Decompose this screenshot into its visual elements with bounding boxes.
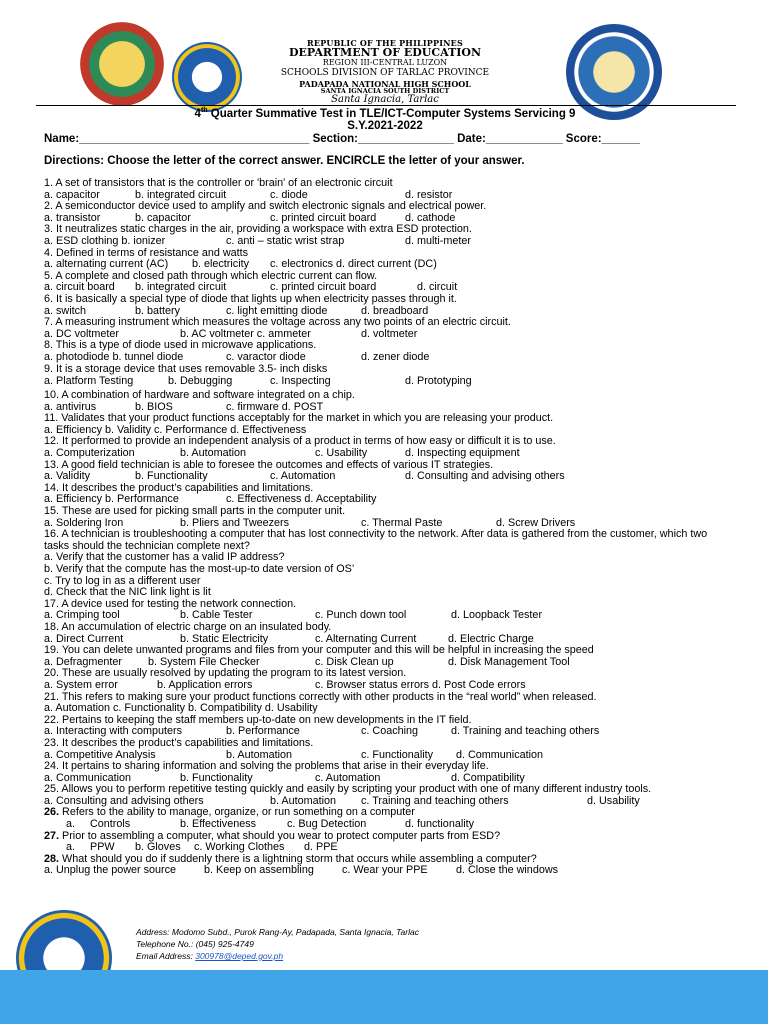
question-5: 5. A complete and closed path through which electric current can flow. [44, 269, 378, 282]
footer-email-link[interactable]: 300978@deped.gov.ph [195, 951, 284, 961]
school-year: S.Y.2021-2022 [347, 120, 423, 132]
option-27b[interactable]: b. Gloves [135, 841, 181, 854]
question-3: 3. It neutralizes static charges in the air, providing a workspace with extra ESD protection. [44, 223, 472, 236]
option-9b[interactable]: b. Debugging [168, 375, 233, 388]
option-3ab[interactable]: a. ESD clothing b. ionizer [44, 234, 166, 247]
question-10: 10. A combination of hardware and software integrated on a chip. [44, 389, 355, 402]
header-republic: REPUBLIC OF THE PHILIPPINES [307, 38, 463, 48]
option-23a[interactable]: a. Competitive Analysis [44, 748, 156, 761]
question-1: 1. A set of transistors that is the controller or 'brain' of an electronic circuit [44, 177, 393, 189]
header-school: PADAPADA NATIONAL HIGH SCHOOL [299, 79, 471, 89]
header-divider [36, 105, 736, 106]
option-4cd[interactable]: c. electronics d. direct current (DC) [270, 258, 437, 271]
option-17d[interactable]: d. Loopback Tester [451, 609, 543, 622]
option-8ab[interactable]: a. photodiode b. tunnel diode [44, 350, 184, 363]
question-list [44, 178, 734, 877]
option-16c[interactable]: c. Try to log in as a different user [44, 574, 201, 587]
question-21: 21. This refers to making sure your product functions correctly with other products in the “real world” when released. [44, 690, 597, 703]
question-24: 24. It pertains to sharing information and solving the problems that arise in their everyday life. [44, 760, 489, 773]
option-8d[interactable]: d. zener diode [361, 350, 430, 363]
option-13a[interactable]: a. Validity [44, 470, 91, 483]
option-25b[interactable]: b. Automation [270, 794, 337, 807]
options-9 [44, 375, 734, 388]
options-8 [44, 352, 734, 364]
option-9a[interactable]: a. Platform Testing [44, 375, 134, 388]
option-6c[interactable]: c. light emitting diode [226, 304, 328, 317]
student-info-line: Name:____________________________________ Section:_______________ Date:____________ Score:______ [44, 133, 640, 145]
option-26d[interactable]: d. functionality [405, 818, 475, 831]
question-7: 7. A measuring instrument which measures the voltage across any two points of an electric circuit. [44, 316, 511, 329]
option-17c[interactable]: c. Punch down tool [315, 609, 407, 622]
option-23b[interactable]: b. Automation [226, 748, 293, 761]
option-12b[interactable]: b. Automation [180, 447, 247, 460]
question-12: 12. It performed to provide an independent analysis of a product in terms of how easy or difficult it is to use. [44, 435, 556, 448]
option-27d[interactable]: d. PPE [304, 841, 338, 854]
option-25c[interactable]: c. Training and teaching others [361, 794, 509, 807]
question-13: 13. A good field technician is able to foresee the outcomes and effects of various IT strategies. [44, 458, 494, 471]
option-15a[interactable]: a. Soldering Iron [44, 516, 124, 529]
option-22a[interactable]: a. Interacting with computers [44, 725, 183, 738]
option-24c[interactable]: c. Automation [315, 771, 381, 784]
option-2c[interactable]: c. printed circuit board [270, 211, 377, 224]
directions: Directions: Choose the letter of the correct answer. ENCIRCLE the letter of your answer. [44, 155, 525, 167]
option-26b[interactable]: b. Effectiveness [180, 818, 257, 831]
question-22: 22. Pertains to keeping the staff members up-to-date on new developments in the IT field. [44, 713, 472, 726]
option-3d[interactable]: d. multi-meter [405, 234, 471, 247]
division-seal-logo [80, 22, 164, 106]
option-5a[interactable]: a. circuit board [44, 281, 115, 294]
footer-email-line: Email Address: 300978@deped.gov.ph [136, 951, 284, 961]
options-3 [44, 236, 734, 248]
option-9d[interactable]: d. Prototyping [405, 375, 472, 388]
option-6a[interactable]: a. switch [44, 304, 87, 317]
option-1a[interactable]: a. capacitor [44, 188, 100, 201]
options-20 [44, 680, 734, 692]
option-26c[interactable]: c. Bug Detection [287, 818, 367, 831]
option-4a[interactable]: a. alternating current (AC) [44, 258, 169, 271]
option-5d[interactable]: d. circuit [417, 281, 458, 294]
option-24b[interactable]: b. Functionality [180, 771, 253, 784]
option-4b[interactable]: b. electricity [192, 258, 249, 271]
option-23d[interactable]: d. Communication [456, 748, 544, 761]
footer-contact [136, 926, 419, 962]
option-14cd[interactable]: c. Effectiveness d. Acceptability [226, 493, 377, 506]
option-7a[interactable]: a. DC voltmeter [44, 327, 119, 340]
option-23c[interactable]: c. Functionality [361, 748, 434, 761]
option-18d[interactable]: d. Electric Charge [448, 632, 534, 645]
option-28b[interactable]: b. Keep on assembling [204, 864, 314, 877]
option-19b[interactable]: b. System File Checker [148, 655, 260, 668]
footer-telephone: Telephone No.: (045) 925-4749 [136, 939, 254, 949]
option-16b[interactable]: b. Verify that the compute has the most-up-to date version of OS’ [44, 563, 355, 575]
option-22d[interactable]: d. Training and teaching others [451, 725, 600, 738]
question-26: 26. Refers to the ability to manage, organize, or run something on a computer [44, 806, 415, 819]
option-19d[interactable]: d. Disk Management Tool [448, 655, 570, 668]
options-21 [44, 703, 734, 715]
option-18b[interactable]: b. Static Electricity [180, 632, 269, 645]
option-28c[interactable]: c. Wear your PPE [342, 864, 428, 877]
option-7bc[interactable]: b. AC voltmeter c. ammeter [180, 327, 311, 340]
option-27a-letter[interactable]: a. [66, 841, 76, 854]
option-5b[interactable]: b. integrated circuit [135, 281, 227, 294]
option-13c[interactable]: c. Automation [270, 470, 336, 483]
option-6d[interactable]: d. breadboard [361, 304, 429, 317]
option-1d[interactable]: d. resistor [405, 188, 453, 201]
option-22c[interactable]: c. Coaching [361, 725, 419, 738]
option-10a[interactable]: a. antivirus [44, 400, 97, 413]
option-25a[interactable]: a. Consulting and advising others [44, 794, 204, 807]
option-5c[interactable]: c. printed circuit board [270, 281, 377, 294]
option-19c[interactable]: c. Disk Clean up [315, 655, 394, 668]
question-11: 11. Validates that your product functions acceptably for the market in which you are releasing your product. [44, 412, 554, 425]
option-13d[interactable]: d. Consulting and advising others [405, 470, 565, 483]
option-15c[interactable]: c. Thermal Paste [361, 516, 443, 529]
option-2a[interactable]: a. transistor [44, 211, 101, 224]
question-14: 14. It describes the product’s capabilities and limitations. [44, 481, 314, 494]
option-14ab[interactable]: a. Efficiency b. Performance [44, 493, 179, 506]
header-department: DEPARTMENT OF EDUCATION [288, 46, 482, 59]
option-3c[interactable]: c. anti – static wrist strap [226, 234, 345, 247]
question-18: 18. An accumulation of electric charge on an insulated body. [44, 620, 332, 633]
question-20: 20. These are usually resolved by updating the program to its latest version. [44, 667, 407, 680]
option-26a-letter[interactable]: a. [66, 818, 76, 831]
options-4 [44, 259, 734, 271]
question-23: 23. It describes the product’s capabilities and limitations. [44, 736, 314, 749]
option-12a[interactable]: a. Computerization [44, 447, 135, 460]
header-town: Santa Ignacia, Tarlac [331, 94, 439, 105]
question-8: 8. This is a type of diode used in microwave applications. [44, 339, 317, 352]
option-24d[interactable]: d. Compatibility [451, 771, 525, 784]
question-27: 27. Prior to assembling a computer, what should you wear to protect computer parts from ESD? [44, 829, 501, 842]
option-12c[interactable]: c. Usability [315, 447, 368, 460]
option-8c[interactable]: c. varactor diode [226, 350, 306, 363]
option-28a[interactable]: a. Unplug the power source [44, 864, 177, 877]
option-10cd[interactable]: c. firmware d. POST [226, 400, 324, 413]
option-13b[interactable]: b. Functionality [135, 470, 208, 483]
option-17a[interactable]: a. Crimping tool [44, 609, 120, 622]
option-6b[interactable]: b. battery [135, 304, 181, 317]
option-27a[interactable]: PPW [90, 841, 115, 854]
option-18c[interactable]: c. Alternating Current [315, 632, 417, 645]
school-seal-logo [172, 42, 242, 112]
option-16d[interactable]: d. Check that the NIC link light is lit [44, 586, 211, 599]
option-9c[interactable]: c. Inspecting [270, 375, 331, 388]
option-28d[interactable]: d. Close the windows [456, 864, 559, 877]
option-2b[interactable]: b. capacitor [135, 211, 191, 224]
option-20a[interactable]: a. System error [44, 678, 118, 691]
test-title: 4th Quarter Summative Test in TLE/ICT-Computer Systems Servicing 9 [194, 107, 576, 120]
header-division: SCHOOLS DIVISION OF TARLAC PROVINCE [280, 68, 490, 78]
option-27c[interactable]: c. Working Clothes [194, 841, 285, 854]
option-25d[interactable]: d. Usability [587, 794, 640, 807]
option-11all[interactable]: a. Efficiency b. Validity c. Performance d. Effectiveness [44, 423, 307, 436]
option-20b[interactable]: b. Application errors [157, 678, 253, 691]
options-12 [44, 448, 734, 460]
footer-band [0, 970, 768, 1024]
question-6: 6. It is basically a special type of diode that lights up when electricity passes through it. [44, 292, 457, 305]
question-9: 9. It is a storage device that uses removable 3.5- inch disks [44, 362, 328, 375]
option-17b[interactable]: b. Cable Tester [180, 609, 253, 622]
option-12d[interactable]: d. Inspecting equipment [405, 447, 520, 460]
question-17: 17. A device used for testing the network connection. [44, 597, 297, 610]
question-25: 25. Allows you to perform repetitive testing quickly and easily by scripting your product with one of many different industry tools. [44, 783, 652, 796]
option-15d[interactable]: d. Screw Drivers [496, 516, 576, 529]
option-21all[interactable]: a. Automation c. Functionality b. Compatibility d. Usability [44, 702, 318, 715]
question-16: 16. A technician is troubleshooting a computer that has lost connectivity to the network. After data is gathered from the customer, which two tasks should the technician complete next? [44, 528, 708, 552]
option-7d[interactable]: d. voltmeter [361, 327, 418, 340]
question-2: 2. A semiconductor device used to amplify and switch electronic signals and electrical power. [44, 200, 487, 213]
question-19: 19. You can delete unwanted programs and files from your computer and this will be helpful in increasing the speed [44, 644, 594, 657]
options-28 [44, 865, 734, 877]
option-1b[interactable]: b. integrated circuit [135, 188, 227, 201]
option-1c[interactable]: c. diode [270, 188, 308, 201]
option-15b[interactable]: b. Pliers and Tweezers [180, 516, 290, 529]
option-19a[interactable]: a. Defragmenter [44, 655, 123, 668]
option-18a[interactable]: a. Direct Current [44, 632, 124, 645]
option-26a[interactable]: Controls [90, 818, 131, 831]
option-10b[interactable]: b. BIOS [135, 400, 173, 413]
option-2d[interactable]: d. cathode [405, 211, 456, 224]
question-4: 4. Defined in terms of resistance and watts [44, 246, 249, 259]
option-16a[interactable]: a. Verify that the customer has a valid IP address? [44, 551, 285, 564]
option-22b[interactable]: b. Performance [226, 725, 300, 738]
footer-address: Address: Modomo Subd., Purok Rang-Ay, Padapada, Santa Ignacia, Tarlac [136, 927, 419, 937]
option-20cd[interactable]: c. Browser status errors d. Post Code errors [315, 678, 526, 691]
header-region: REGION III-CENTRAL LUZON [322, 58, 448, 67]
question-28: 28. What should you do if suddenly there is a lightning storm that occurs while assembling a computer? [44, 852, 537, 865]
question-15: 15. These are used for picking small parts in the computer unit. [44, 505, 346, 518]
option-24a[interactable]: a. Communication [44, 771, 132, 784]
header-district: SANTA IGNACIA SOUTH DISTRICT [320, 87, 450, 95]
